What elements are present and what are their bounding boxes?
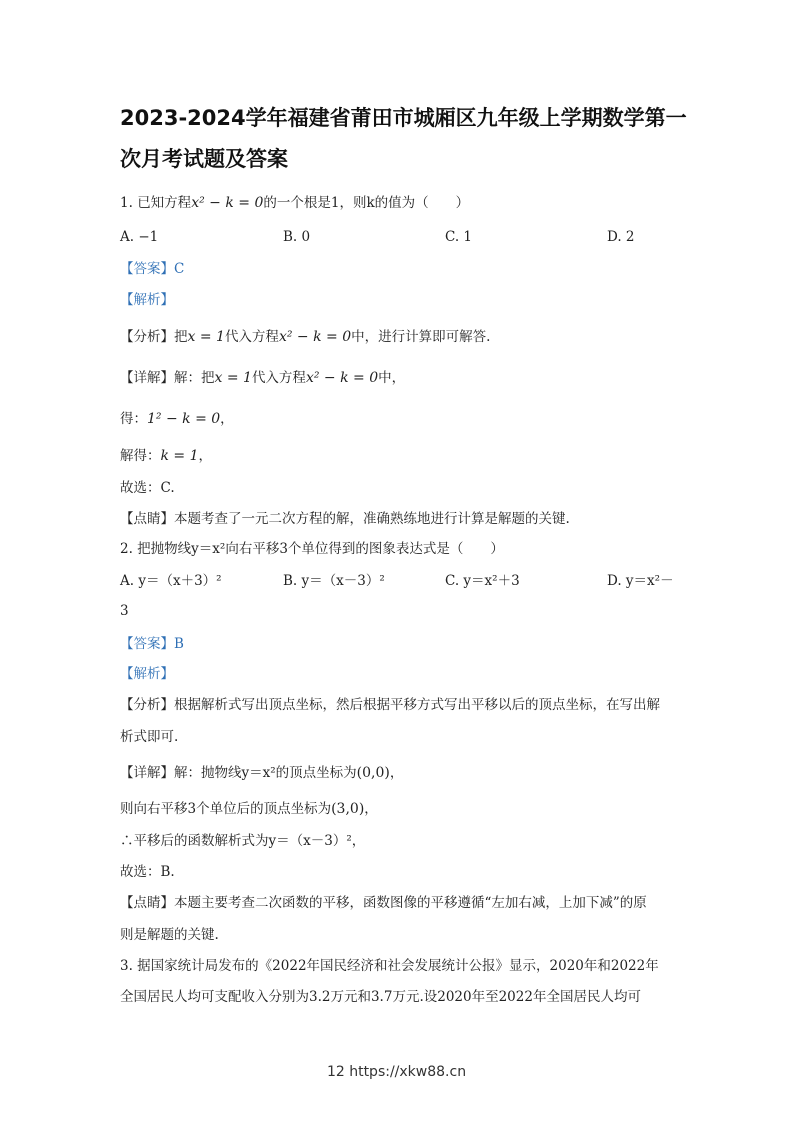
q1-option-c: C. 1	[445, 229, 473, 245]
q2-option-c: C. y＝x²＋3	[445, 573, 520, 589]
q2-line-b: 则向右平移3个单位后的顶点坐标为(3,0)，	[120, 801, 378, 817]
q2-analysis-tag: 【解析】	[120, 666, 174, 682]
q1-fenxi: 【分析】把x = 1代入方程x² − k = 0中，进行计算即可解答.	[120, 329, 491, 345]
q1-option-b: B. 0	[283, 229, 311, 245]
q1-option-a: A. −1	[120, 229, 159, 245]
q2-line-c: ∴平移后的函数解析式为y＝（x－3）²，	[120, 833, 366, 849]
q2-fenxi-1: 【分析】根据解析式写出顶点坐标，然后根据平移方式写出平移以后的顶点坐标，在写出解	[120, 697, 660, 713]
q2-option-b: B. y＝（x－3）²	[283, 573, 385, 589]
q2-guxuan: 故选：B.	[120, 864, 175, 880]
q2-option-d-cont: 3	[120, 603, 129, 619]
document-title-line-2: 次月考试题及答案	[120, 147, 288, 171]
equation: x² − k = 0	[191, 195, 264, 211]
document-title-line-1: 2023-2024学年福建省莆田市城厢区九年级上学期数学第一	[120, 106, 687, 130]
question-3-line-1: 3. 据国家统计局发布的《2022年国民经济和社会发展统计公报》显示，2020年和2022年	[120, 958, 659, 974]
q1-guxuan: 故选：C.	[120, 480, 175, 496]
q1-de: 得：1² − k = 0，	[120, 411, 234, 427]
q1-analysis-tag: 【解析】	[120, 292, 174, 308]
q1-xiangjie: 【详解】解：把x = 1代入方程x² − k = 0中，	[120, 370, 406, 386]
question-2-stem: 2. 把抛物线y＝x²向右平移3个单位得到的图象表达式是（ ）	[120, 541, 504, 557]
q2-fenxi-2: 析式即可.	[120, 729, 179, 745]
q2-answer-tag: 【答案】B	[120, 636, 184, 652]
q1-jiede: 解得：k = 1，	[120, 448, 213, 464]
q2-dianjing-2: 则是解题的关键.	[120, 927, 219, 943]
q1-answer-tag: 【答案】C	[120, 261, 185, 277]
q1-option-d: D. 2	[607, 229, 635, 245]
q2-option-d: D. y＝x²－	[607, 573, 674, 589]
q2-xiangjie: 【详解】解：抛物线y＝x²的顶点坐标为(0,0)，	[120, 765, 404, 781]
question-3-line-2: 全国居民人均可支配收入分别为3.2万元和3.7万元.设2020年至2022年全国居民人均可	[120, 989, 641, 1005]
question-1-stem: 1. 已知方程x² − k = 0的一个根是1，则k的值为（ ）	[120, 195, 470, 211]
page-footer: 12 https://xkw88.cn	[326, 1064, 467, 1080]
q1-dianjing: 【点睛】本题考查了一元二次方程的解，准确熟练地进行计算是解题的关键.	[120, 511, 570, 527]
q2-option-a: A. y＝（x＋3）²	[120, 573, 222, 589]
q2-dianjing-1: 【点睛】本题主要考查二次函数的平移，函数图像的平移遵循“左加右减，上加下减”的原	[120, 895, 647, 911]
